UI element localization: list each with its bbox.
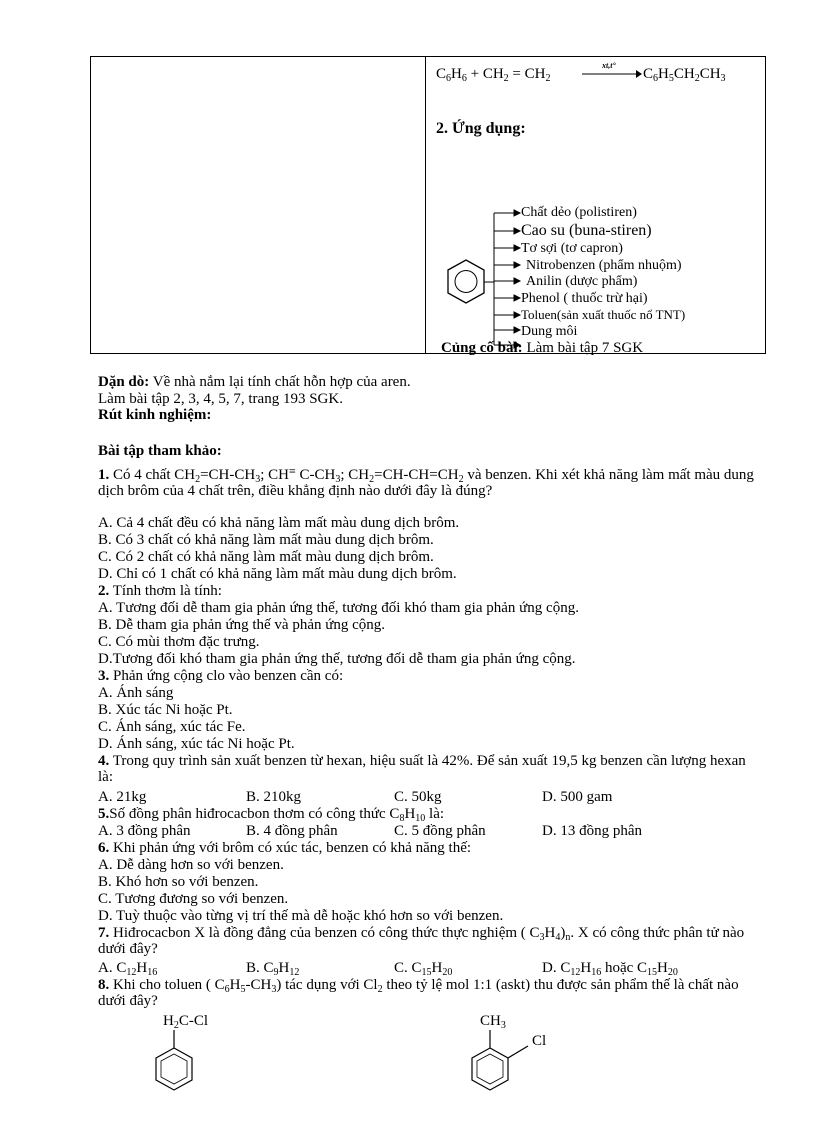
q6-option-d: D. Tuỳ thuộc vào từng vị trí thế mà dễ hoặc khó hơn so với benzen. (98, 908, 504, 924)
homework-text: Về nhà nắm lại tính chất hỗn hợp của aren. (152, 374, 411, 390)
reaction-equation: $C_6H_6 + CH_2 = CH_2$ (436, 66, 551, 84)
q6-option-c: C. Tương đương so với benzen. (98, 891, 289, 907)
catalyst-label: xt,t° (602, 61, 616, 70)
q5-option-d: D. 13 đồng phân (542, 823, 642, 839)
q7-option-d: D. $C_{12}H_{16}$ hoặc $C_{15}H_{20}$ (542, 960, 678, 978)
question-5: 5.Số đồng phân hiđrocacbon thơm có công thức $C_8H_{10}$ là: (98, 806, 445, 824)
question-7: 7. Hiđrocacbon X là đồng đẳng của benzen có công thức thực nghiệm ( $C_3H_4)_n$. X có công thức phân tử nào dưới đây? (98, 925, 745, 957)
question-1: 1. Có 4 chất $CH_2=CH-CH_3$; CH≡ $C-CH_3$; $CH_2=CH-CH=CH_2$ và benzen. Khi xét khả năng làm mất màu dung dịch brôm của 4 chất trên, điều khẳng định nào dưới đây là đúng? (98, 464, 754, 499)
question-6: 6. Khi phản ứng với brôm có xúc tác, benzen có khả năng thế: (98, 840, 472, 856)
homework-line (98, 374, 411, 391)
q2-option-a: A. Tương đối dễ tham gia phản ứng thế, tương đối khó tham gia phản ứng cộng. (98, 600, 579, 616)
application-item: Toluen(sản xuất thuốc nổ TNT) (521, 307, 686, 322)
application-item: Dung môi (521, 324, 578, 339)
struct1-label: $H_2C-Cl$ (163, 1013, 209, 1031)
q4-option-b: B. 210kg (246, 789, 302, 805)
q4-option-d: D. 500 gam (542, 789, 613, 805)
q3-option-a: A. Ánh sáng (98, 685, 174, 701)
reaction-product: $C_6H_5CH_2CH_3$ (643, 66, 726, 84)
application-item: Chất dẻo (polistiren) (521, 205, 637, 220)
experience-label: Rút kinh nghiệm: (98, 407, 212, 423)
q5-option-b: B. 4 đồng phân (246, 823, 338, 839)
benzyl-chloride-structure (150, 1028, 200, 1096)
q1-option-c: C. Có 2 chất có khả năng làm mất màu dung dịch brôm. (98, 549, 434, 565)
consolidation (441, 340, 643, 357)
application-item: Anilin (dược phẩm) (526, 274, 638, 289)
q5-option-c: C. 5 đồng phân (394, 823, 486, 839)
q2-option-b: B. Dễ tham gia phản ứng thế và phản ứng cộng. (98, 617, 386, 633)
application-item: Phenol ( thuốc trừ hại) (521, 291, 648, 306)
q1-option-a: A. Cả 4 chất đều có khả năng làm mất màu dung dịch brôm. (98, 515, 460, 531)
homework-label: Dặn dò: (98, 374, 150, 390)
application-item: Tơ sợi (tơ capron) (521, 241, 623, 256)
benzene-applications-diagram (426, 205, 526, 355)
q4-option-a: A. 21kg (98, 789, 147, 805)
reaction-arrow-icon (580, 60, 642, 82)
q2-option-c: C. Có mùi thơm đặc trưng. (98, 634, 260, 650)
question-8: 8. Khi cho toluen ( $C_6H_5-CH_3$) tác dụng với $Cl_2$ theo tỷ lệ mol 1:1 (askt) thu được sản phẩm thế là chất nào dưới đây? (98, 977, 739, 1009)
q6-option-a: A. Dễ dàng hơn so với benzen. (98, 857, 284, 873)
q3-option-c: C. Ánh sáng, xúc tác Fe. (98, 719, 246, 735)
consolidation-text: Làm bài tập 7 SGK (526, 340, 644, 356)
q4-option-c: C. 50kg (394, 789, 442, 805)
q7-option-b: B. $C_9H_{12}$ (246, 960, 300, 978)
consolidation-label: Củng cố bài: (441, 340, 523, 356)
question-3: 3. Phản ứng cộng clo vào benzen cần có: (98, 668, 344, 684)
q7-option-c: C. $C_{15}H_{20}$ (394, 960, 453, 978)
struct2-label: $CH_3$ (480, 1013, 506, 1031)
q3-option-d: D. Ánh sáng, xúc tác Ni hoặc Pt. (98, 736, 295, 752)
reference-title: Bài tập tham khảo: (98, 443, 222, 459)
q1-option-b: B. Có 3 chất có khả năng làm mất màu dung dịch brôm. (98, 532, 434, 548)
q2-option-d: D.Tương đối khó tham gia phản ứng thế, tương đối dễ tham gia phản ứng cộng. (98, 651, 576, 667)
struct2-sub-label: Cl (532, 1033, 547, 1049)
q6-option-b: B. Khó hơn so với benzen. (98, 874, 259, 890)
section-title: 2. Ứng dụng: (436, 120, 526, 137)
q5-option-a: A. 3 đồng phân (98, 823, 191, 839)
question-4: 4. Trong quy trình sản xuất benzen từ hexan, hiệu suất là 42%. Để sản xuất 19,5 kg benzen cần lượng hexan là: (98, 753, 746, 785)
application-item: Nitrobenzen (phẩm nhuộm) (526, 258, 682, 273)
q7-option-a: A. $C_{12}H_{16}$ (98, 960, 158, 978)
question-2: 2. Tính thơm là tính: (98, 583, 222, 599)
q1-option-d: D. Chỉ có 1 chất có khả năng làm mất màu dung dịch brôm. (98, 566, 457, 582)
chlorotoluene-structure (466, 1028, 536, 1096)
q3-option-b: B. Xúc tác Ni hoặc Pt. (98, 702, 233, 718)
application-item: Cao su (buna-stiren) (521, 222, 652, 239)
homework-line2: Làm bài tập 2, 3, 4, 5, 7, trang 193 SGK. (98, 391, 343, 407)
